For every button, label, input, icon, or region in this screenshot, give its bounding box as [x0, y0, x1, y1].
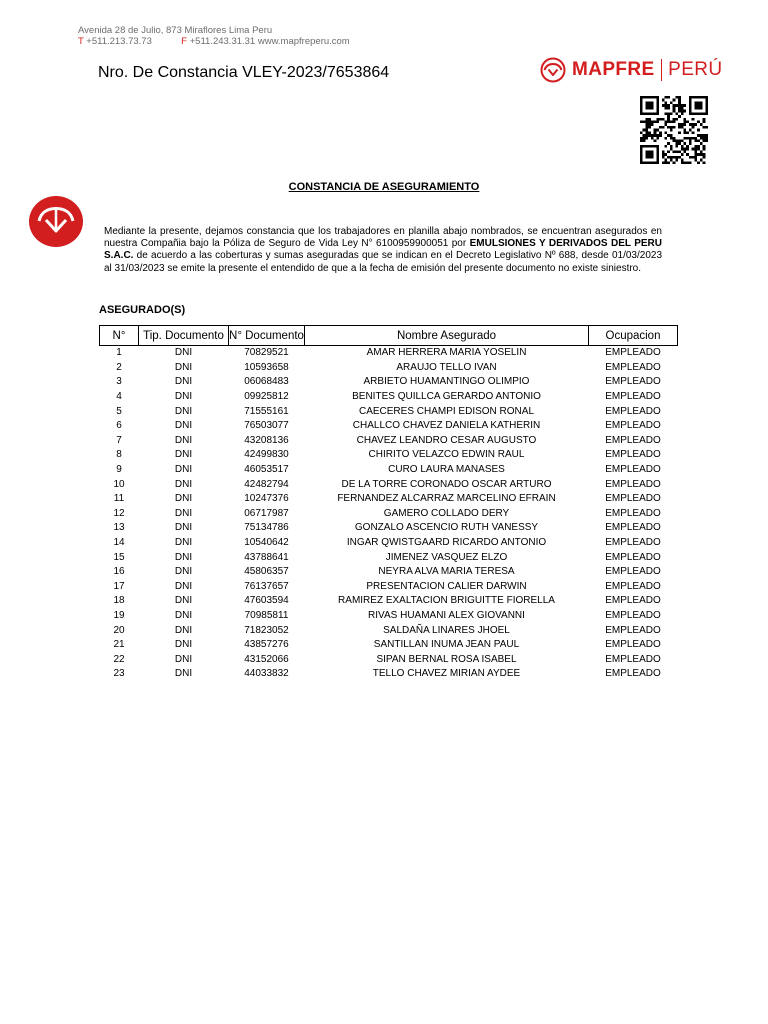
table-row	[100, 361, 678, 376]
cell-name: SIPAN BERNAL ROSA ISABEL	[376, 653, 517, 665]
cell-doc-type: DNI	[174, 566, 193, 578]
table-row	[100, 521, 678, 536]
fax-and-website: +511.243.31.31 www.mapfreperu.com	[189, 36, 350, 47]
cell-doc-number: 10593658	[244, 361, 289, 373]
cell-occupation: EMPLEADO	[605, 624, 661, 636]
cell-doc-type: DNI	[174, 361, 193, 373]
cell-occupation: EMPLEADO	[605, 639, 661, 651]
cell-occupation: EMPLEADO	[605, 449, 661, 461]
cell-occupation: EMPLEADO	[605, 376, 661, 388]
cell-doc-type: DNI	[174, 405, 193, 417]
cell-occupation: EMPLEADO	[605, 522, 661, 534]
cell-name: JIMENEZ VASQUEZ ELZO	[385, 551, 508, 563]
table-row	[100, 594, 678, 609]
cell-doc-number: 76503077	[244, 420, 289, 432]
table-row	[100, 463, 678, 478]
cell-number: 4	[116, 391, 122, 403]
constancia-number: Nro. De Constancia VLEY-2023/7653864	[98, 64, 390, 81]
cell-number: 6	[116, 420, 122, 432]
cell-doc-number: 42482794	[244, 478, 289, 490]
mapfre-side-emblem-icon	[29, 196, 83, 247]
mapfre-logo	[540, 58, 723, 82]
cell-name: TELLO CHAVEZ MIRIAN AYDEE	[372, 668, 521, 680]
cell-number: 17	[113, 580, 125, 592]
table-row	[100, 565, 678, 580]
cell-name: FERNANDEZ ALCARRAZ MARCELINO EFRAIN	[337, 493, 556, 505]
cell-number: 22	[113, 653, 125, 665]
cell-doc-number: 10247376	[244, 493, 289, 505]
cell-number: 14	[113, 537, 125, 549]
cell-doc-number: 75134786	[244, 522, 289, 534]
table-row	[100, 448, 678, 463]
cell-name: RAMIREZ EXALTACION BRIGUITTE FIORELLA	[338, 595, 555, 607]
cell-occupation: EMPLEADO	[605, 347, 661, 359]
cell-number: 20	[113, 624, 125, 636]
cell-number: 19	[113, 609, 125, 621]
cell-doc-number: 43208136	[244, 434, 289, 446]
cell-doc-number: 43152066	[244, 653, 289, 665]
cell-number: 8	[116, 449, 122, 461]
body-paragraph	[104, 226, 662, 275]
mapfre-emblem-icon	[540, 57, 566, 83]
table-row	[100, 609, 678, 624]
col-header-number: N°	[100, 326, 139, 346]
cell-doc-type: DNI	[174, 391, 193, 403]
table-row	[100, 623, 678, 638]
cell-name: GAMERO COLLADO DERY	[383, 507, 510, 519]
cell-name: NEYRA ALVA MARIA TERESA	[378, 566, 515, 578]
brand-divider	[661, 59, 663, 81]
cell-occupation: EMPLEADO	[605, 493, 661, 505]
cell-occupation: EMPLEADO	[605, 668, 661, 680]
table-row	[100, 652, 678, 667]
cell-doc-number: 44033832	[244, 668, 289, 680]
table-row	[100, 434, 678, 449]
cell-name: AMAR HERRERA MARIA YOSELIN	[366, 347, 527, 359]
col-header-name: Nombre Asegurado	[305, 326, 589, 346]
cell-doc-type: DNI	[174, 595, 193, 607]
cell-occupation: EMPLEADO	[605, 507, 661, 519]
cell-occupation: EMPLEADO	[605, 580, 661, 592]
cell-occupation: EMPLEADO	[605, 464, 661, 476]
cell-doc-type: DNI	[174, 551, 193, 563]
cell-doc-type: DNI	[174, 434, 193, 446]
cell-number: 7	[116, 434, 122, 446]
table-header-row	[100, 326, 678, 346]
cell-name: CHAVEZ LEANDRO CESAR AUGUSTO	[356, 434, 537, 446]
cell-name: DE LA TORRE CORONADO OSCAR ARTURO	[341, 478, 552, 490]
qr-code-icon	[638, 96, 710, 164]
cell-doc-type: DNI	[174, 478, 193, 490]
cell-number: 15	[113, 551, 125, 563]
table-row	[100, 390, 678, 405]
body-text-part2: de acuerdo a las coberturas y sumas aseguradas que se indican en el Decreto Legislativo Nº 688, desde 01/03/2023 al 31/03/2023 se emite la presente el entendido de que a la fecha de emisión del presente documento no existe siniestro.	[104, 250, 662, 274]
cell-number: 21	[113, 639, 125, 651]
table-row	[100, 346, 678, 361]
cell-doc-type: DNI	[174, 522, 193, 534]
cell-number: 12	[113, 507, 125, 519]
cell-number: 13	[113, 522, 125, 534]
cell-occupation: EMPLEADO	[605, 551, 661, 563]
cell-number: 10	[113, 478, 125, 490]
cell-doc-type: DNI	[174, 624, 193, 636]
cell-occupation: EMPLEADO	[605, 434, 661, 446]
document-title: CONSTANCIA DE ASEGURAMIENTO	[288, 181, 480, 193]
cell-occupation: EMPLEADO	[605, 361, 661, 373]
table-row	[100, 536, 678, 551]
cell-doc-type: DNI	[174, 580, 193, 592]
cell-doc-type: DNI	[174, 449, 193, 461]
cell-name: BENITES QUILLCA GERARDO ANTONIO	[352, 391, 541, 403]
table-row	[100, 580, 678, 595]
cell-name: CHIRITO VELAZCO EDWIN RAUL	[368, 449, 525, 461]
phone-label: T	[78, 36, 84, 47]
brand-name: MAPFRE	[572, 59, 655, 80]
cell-doc-number: 43788641	[244, 551, 289, 563]
cell-doc-number: 09925812	[244, 391, 289, 403]
cell-doc-type: DNI	[174, 639, 193, 651]
cell-doc-number: 45806357	[244, 566, 289, 578]
cell-doc-type: DNI	[174, 376, 193, 388]
cell-number: 3	[116, 376, 122, 388]
cell-doc-number: 42499830	[244, 449, 289, 461]
insured-company-name: EMULSIONES Y DERIVADOS DEL PERU S.A.C.	[104, 238, 663, 262]
cell-occupation: EMPLEADO	[605, 420, 661, 432]
cell-occupation: EMPLEADO	[605, 595, 661, 607]
insured-table	[99, 325, 678, 682]
cell-doc-number: 06717987	[244, 507, 289, 519]
cell-number: 9	[116, 464, 122, 476]
table-row	[100, 667, 678, 682]
cell-doc-type: DNI	[174, 420, 193, 432]
cell-occupation: EMPLEADO	[605, 405, 661, 417]
cell-doc-number: 76137657	[244, 580, 289, 592]
cell-name: CHALLCO CHAVEZ DANIELA KATHERIN	[352, 420, 541, 432]
table-row	[100, 477, 678, 492]
cell-name: CAECERES CHAMPI EDISON RONAL	[358, 405, 535, 417]
cell-doc-type: DNI	[174, 493, 193, 505]
company-contact	[78, 36, 350, 47]
cell-number: 5	[116, 405, 122, 417]
cell-name: CURO LAURA MANASES	[388, 464, 505, 476]
cell-doc-number: 70829521	[244, 347, 289, 359]
table-row	[100, 419, 678, 434]
table-row	[100, 507, 678, 522]
phone-number: +511.213.73.73	[86, 36, 152, 47]
company-address: Avenida 28 de Julio, 873 Miraflores Lima Peru	[78, 25, 273, 36]
cell-doc-type: DNI	[174, 347, 193, 359]
fax-label: F	[181, 36, 187, 47]
cell-name: RIVAS HUAMANI ALEX GIOVANNI	[368, 609, 525, 621]
cell-number: 2	[116, 361, 122, 373]
cell-occupation: EMPLEADO	[605, 566, 661, 578]
cell-doc-type: DNI	[174, 668, 193, 680]
body-text-part1: Mediante la presente, dejamos constancia que los trabajadores en planilla abajo nombrados, se encuentran asegurados en nuestra Compañia bajo la Póliza de Seguro de Vida Ley N° 6100959900051 por	[104, 226, 662, 250]
cell-number: 18	[113, 595, 125, 607]
cell-doc-number: 10540642	[244, 537, 289, 549]
cell-number: 11	[113, 493, 125, 505]
cell-name: ARBIETO HUAMANTINGO OLIMPIO	[363, 376, 530, 388]
cell-name: SANTILLAN INUMA JEAN PAUL	[373, 639, 520, 651]
cell-doc-type: DNI	[174, 653, 193, 665]
cell-doc-number: 43857276	[244, 639, 289, 651]
cell-occupation: EMPLEADO	[605, 391, 661, 403]
cell-name: INGAR QWISTGAARD RICARDO ANTONIO	[346, 537, 547, 549]
cell-number: 16	[113, 566, 125, 578]
col-header-doc-type: Tip. Documento	[139, 326, 229, 346]
table-row	[100, 550, 678, 565]
cell-doc-number: 70985811	[244, 609, 289, 621]
cell-occupation: EMPLEADO	[605, 478, 661, 490]
section-title: ASEGURADO(S)	[99, 304, 186, 316]
cell-number: 1	[116, 347, 122, 359]
cell-name: PRESENTACION CALIER DARWIN	[366, 580, 527, 592]
cell-doc-number: 46053517	[244, 464, 289, 476]
col-header-doc-number: N° Documento	[229, 326, 305, 346]
cell-occupation: EMPLEADO	[605, 653, 661, 665]
cell-name: SALDAÑA LINARES JHOEL	[383, 624, 510, 636]
table-row	[100, 492, 678, 507]
cell-name: ARAUJO TELLO IVAN	[396, 361, 497, 373]
cell-occupation: EMPLEADO	[605, 537, 661, 549]
cell-doc-type: DNI	[174, 537, 193, 549]
table-row	[100, 375, 678, 390]
cell-doc-type: DNI	[174, 507, 193, 519]
table-row	[100, 638, 678, 653]
cell-doc-type: DNI	[174, 464, 193, 476]
cell-doc-number: 47603594	[244, 595, 289, 607]
cell-occupation: EMPLEADO	[605, 609, 661, 621]
cell-number: 23	[113, 668, 125, 680]
cell-doc-number: 71555161	[244, 405, 289, 417]
cell-doc-type: DNI	[174, 609, 193, 621]
cell-doc-number: 06068483	[244, 376, 289, 388]
cell-doc-number: 71823052	[244, 624, 289, 636]
table-row	[100, 404, 678, 419]
cell-name: GONZALO ASCENCIO RUTH VANESSY	[354, 522, 539, 534]
col-header-occupation: Ocupacion	[589, 326, 678, 346]
brand-country: PERÚ	[668, 59, 723, 80]
